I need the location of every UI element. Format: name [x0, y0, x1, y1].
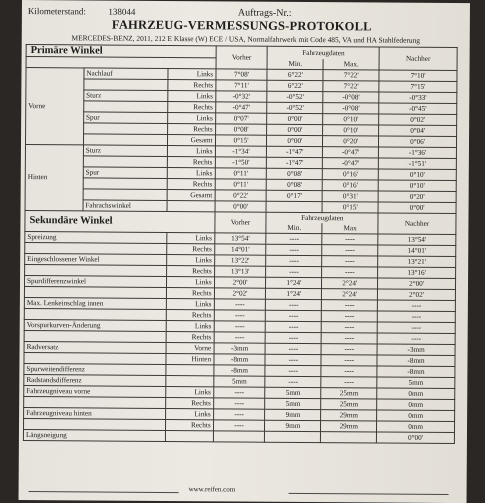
footer-url: www.reifen.com [188, 485, 236, 494]
value-vorher: -1°34' [215, 145, 267, 156]
param-name: Spurdifferenzwinkel [25, 275, 167, 287]
value-vorher: 13°22' [214, 254, 266, 265]
side-label: Links [167, 90, 215, 101]
value-min: ---- [266, 332, 322, 343]
value-vorher: ---- [214, 298, 266, 309]
side-label: Rechts [166, 287, 214, 298]
value-max: ---- [322, 266, 378, 277]
value-max: ---- [321, 376, 377, 387]
value-vorher: ---- [213, 397, 265, 408]
value-max: -0°47' [323, 146, 379, 157]
value-vorher: -8mm [213, 364, 265, 375]
side-label: Links [165, 408, 213, 419]
param-name: Spurweitendifferenz [24, 363, 166, 375]
footer-line-right [289, 493, 449, 495]
footer-line-left [29, 491, 179, 493]
col-min: Min. [266, 222, 322, 233]
param-name [83, 155, 167, 167]
value-nachher: 5mm [377, 376, 455, 388]
km-label: Kilometerstand: [27, 6, 86, 17]
param-name: Radversatz [24, 341, 166, 353]
value-vorher: ---- [214, 320, 266, 331]
param-name: Fahrzeugniveau hinten [24, 407, 166, 419]
value-max: 2°24' [322, 277, 378, 288]
value-nachher: 0°20' [378, 190, 456, 202]
value-nachher: -3mm [377, 343, 455, 355]
side-label: Rechts [167, 178, 215, 189]
value-min: ---- [266, 310, 322, 321]
km-value: 138044 [108, 6, 136, 17]
value-nachher: 2°00' [378, 277, 456, 289]
value-vorher: ---- [213, 386, 265, 397]
value-nachher: 0mm [377, 398, 455, 410]
value-min: 1°24' [266, 288, 322, 299]
value-vorher: 2°00' [214, 276, 266, 287]
value-min: 0°17' [267, 190, 323, 201]
side-label [167, 200, 215, 211]
value-min: 5mm [265, 398, 321, 409]
col-max: Max. [323, 59, 379, 70]
side-label [166, 364, 214, 375]
col-nachher: Nachher [378, 212, 456, 234]
value-max: 0°31' [322, 190, 378, 201]
value-max: ---- [322, 321, 378, 332]
col-nachher: Nachher [379, 47, 457, 70]
side-label: Gesamt [167, 134, 215, 145]
value-vorher: 0°07' [215, 112, 267, 123]
group-label: Vorne [25, 67, 83, 144]
value-max: 29mm [321, 420, 377, 431]
value-min: 0°08' [267, 168, 323, 179]
value-vorher: 0°08' [215, 123, 267, 134]
value-vorher: 0°15' [215, 134, 267, 145]
value-max: ---- [322, 244, 378, 255]
value-min: ---- [265, 354, 321, 365]
value-vorher: 13°13' [214, 265, 266, 276]
value-vorher: 2°02' [214, 287, 266, 298]
value-max: 0°10' [323, 124, 379, 135]
value-min: ---- [266, 343, 322, 354]
param-name: Fahrachswinkel [83, 199, 167, 211]
param-name: Vorspurkurven-Änderung [24, 319, 166, 331]
value-max: ---- [321, 332, 377, 343]
side-label: Links [167, 112, 215, 123]
value-max: 0°10' [323, 113, 379, 124]
value-min: 1°24' [266, 277, 322, 288]
side-label: Rechts [166, 331, 214, 342]
side-label: Links [166, 276, 214, 287]
value-min: -1°47' [267, 157, 323, 168]
value-min: ---- [265, 365, 321, 376]
value-nachher: 13°16' [378, 266, 456, 278]
side-label: Links [166, 298, 214, 309]
col-fahrzeugdaten: Fahrzeugdaten [266, 212, 378, 223]
value-vorher: 0°11' [215, 167, 267, 178]
value-min: 0°08' [267, 179, 323, 190]
value-max: ---- [321, 365, 377, 376]
param-name: Max. Lenkeinschlag innen [24, 297, 166, 309]
value-min: -0°52' [267, 91, 323, 102]
side-label [165, 375, 213, 386]
value-nachher: ---- [378, 299, 456, 311]
value-nachher: -0°45' [379, 102, 457, 114]
value-min: ---- [266, 321, 322, 332]
side-label: Rechts [166, 243, 214, 254]
param-name: Nachlauf [84, 67, 168, 79]
value-min: ---- [266, 299, 322, 310]
measurement-table [23, 44, 458, 444]
value-max: 0°15' [322, 201, 378, 212]
value-nachher: -0°33' [379, 91, 457, 103]
value-vorher: -8mm [214, 353, 266, 364]
col-vorher: Vorher [214, 211, 266, 232]
value-vorher: 0°00' [215, 200, 267, 211]
value-max: -0°08' [323, 91, 379, 102]
side-label: Rechts [166, 309, 214, 320]
col-min: Min. [267, 58, 323, 69]
value-vorher: ---- [214, 309, 266, 320]
param-name [83, 177, 167, 189]
value-nachher: 0°02' [379, 113, 457, 125]
value-nachher: -8mm [377, 354, 455, 366]
side-label: Vorne [166, 342, 214, 353]
value-min: ---- [266, 266, 322, 277]
value-max: ---- [322, 255, 378, 266]
side-label: Gesamt [167, 189, 215, 200]
value-max: 2°24' [322, 288, 378, 299]
value-vorher: 7°11' [215, 79, 267, 90]
value-vorher: 14°01' [214, 243, 266, 254]
table-row [23, 429, 454, 443]
value-vorher: 0°22' [215, 189, 267, 200]
side-label: Rechts [166, 265, 214, 276]
side-label: Links [167, 145, 215, 156]
side-label: Links [166, 254, 214, 265]
side-label: Rechts [165, 419, 213, 430]
value-nachher: 7°15' [379, 80, 457, 92]
param-name: Sturz [84, 89, 168, 101]
value-max: ---- [322, 233, 378, 244]
value-max: 0°16' [323, 168, 379, 179]
value-vorher: ---- [213, 419, 265, 430]
side-label: Links [165, 386, 213, 397]
value-min: ---- [266, 233, 322, 244]
value-nachher: 14°01' [378, 244, 456, 256]
param-name [83, 188, 167, 200]
value-max: ---- [321, 354, 377, 365]
side-label: Rechts [167, 123, 215, 134]
protocol-sheet [19, 0, 470, 503]
top-line [27, 6, 292, 19]
value-nachher: 0°00' [377, 431, 455, 443]
value-vorher: 7°08' [216, 68, 268, 79]
value-min: ---- [265, 376, 321, 387]
value-vorher: -1°50' [215, 156, 267, 167]
param-name: Radstandsdifferenz [24, 374, 166, 386]
value-max: 0°20' [323, 135, 379, 146]
value-max: 7°22' [323, 69, 379, 80]
side-label: Rechts [167, 101, 215, 112]
param-name: Längsneigung [23, 429, 165, 441]
value-min: ---- [266, 255, 322, 266]
value-max: 25mm [321, 387, 377, 398]
value-vorher: 5mm [213, 375, 265, 386]
value-vorher: -0°47' [215, 101, 267, 112]
value-max: -0°08' [323, 102, 379, 113]
secondary-header [25, 210, 456, 224]
side-label: Rechts [168, 79, 216, 90]
value-nachher: 0°04' [379, 124, 457, 136]
value-min: 0°00' [267, 135, 323, 146]
auftrag-label: Auftrags-Nr.: [237, 7, 292, 19]
value-nachher: 0°10' [378, 168, 456, 180]
value-max [321, 431, 377, 442]
value-nachher: 0°00' [378, 201, 456, 213]
param-name [83, 133, 167, 145]
param-name: Sturz [83, 144, 167, 156]
value-min [265, 431, 321, 442]
value-max: 25mm [321, 398, 377, 409]
value-max: 0°16' [322, 179, 378, 190]
value-nachher: 0°10' [378, 179, 456, 191]
value-nachher: 13°21' [378, 255, 456, 267]
value-vorher: ---- [214, 331, 266, 342]
value-nachher: 13°54' [378, 233, 456, 245]
value-nachher: ---- [377, 310, 455, 322]
value-nachher: -1°36' [379, 146, 457, 158]
value-min: ---- [266, 244, 322, 255]
value-min: 0°00' [267, 124, 323, 135]
value-nachher: ---- [377, 321, 455, 333]
value-min: 5mm [265, 387, 321, 398]
secondary-title: Sekundäre Winkel [25, 210, 215, 232]
value-vorher: 13°54' [214, 232, 266, 243]
value-max: -0°47' [323, 157, 379, 168]
value-max: 29mm [321, 409, 377, 420]
value-min: -0°52' [267, 102, 323, 113]
value-nachher: 0mm [377, 387, 455, 399]
primary-title: Primäre Winkel [26, 45, 216, 58]
value-nachher: ---- [377, 332, 455, 344]
side-label [165, 430, 213, 441]
col-vorher: Vorher [216, 46, 268, 69]
value-min: 9mm [265, 420, 321, 431]
value-min [266, 201, 322, 212]
param-name: Fahrzeugniveau vorne [24, 385, 166, 397]
value-min: -1°47' [267, 146, 323, 157]
value-min: 6°22' [267, 80, 323, 91]
value-max: ---- [322, 299, 378, 310]
value-vorher [213, 430, 265, 441]
param-name: Spreizung [25, 231, 167, 243]
value-nachher: 0°06' [379, 135, 457, 147]
param-name [84, 100, 168, 112]
value-min: 6°22' [267, 69, 323, 80]
value-vorher: -0°32' [215, 90, 267, 101]
col-max: Max [322, 223, 378, 234]
value-max: 7°22' [323, 80, 379, 91]
value-vorher: ---- [213, 408, 265, 419]
value-vorher: 0°11' [215, 178, 267, 189]
value-vorher: -3mm [214, 342, 266, 353]
page-title: FAHRZEUG-VERMESSUNGS-PROTOKOLL [111, 17, 372, 34]
value-nachher: 2°02' [378, 288, 456, 300]
value-nachher: 0mm [377, 409, 455, 421]
value-min: 0°00' [267, 113, 323, 124]
side-label: Rechts [165, 397, 213, 408]
value-max: ---- [321, 343, 377, 354]
side-label: Links [166, 320, 214, 331]
value-min: 9mm [265, 409, 321, 420]
param-name [83, 122, 167, 134]
value-nachher: 7°10' [379, 69, 457, 81]
side-label: Hinten [166, 353, 214, 364]
value-nachher: 0mm [377, 420, 455, 432]
value-max: ---- [322, 310, 378, 321]
side-label: Rechts [167, 156, 215, 167]
side-label: Links [167, 167, 215, 178]
col-fahrzeugdaten: Fahrzeugdaten [268, 46, 380, 59]
param-name [84, 78, 168, 90]
vehicle-subtitle: MERCEDES-BENZ, 2011, 212 E Klasse (W) ECE / USA, Normalfahrwerk mit Code 485, VA und HA Stahlfederung [71, 33, 420, 45]
param-name: Eingeschlossener Winkel [25, 253, 167, 265]
value-nachher: -1°51' [379, 157, 457, 169]
param-name: Spur [83, 166, 167, 178]
value-nachher: -8mm [377, 365, 455, 377]
side-label: Links [166, 232, 214, 243]
param-name: Spur [83, 111, 167, 123]
group-label: Hinten [25, 144, 83, 210]
side-label: Links [168, 68, 216, 79]
